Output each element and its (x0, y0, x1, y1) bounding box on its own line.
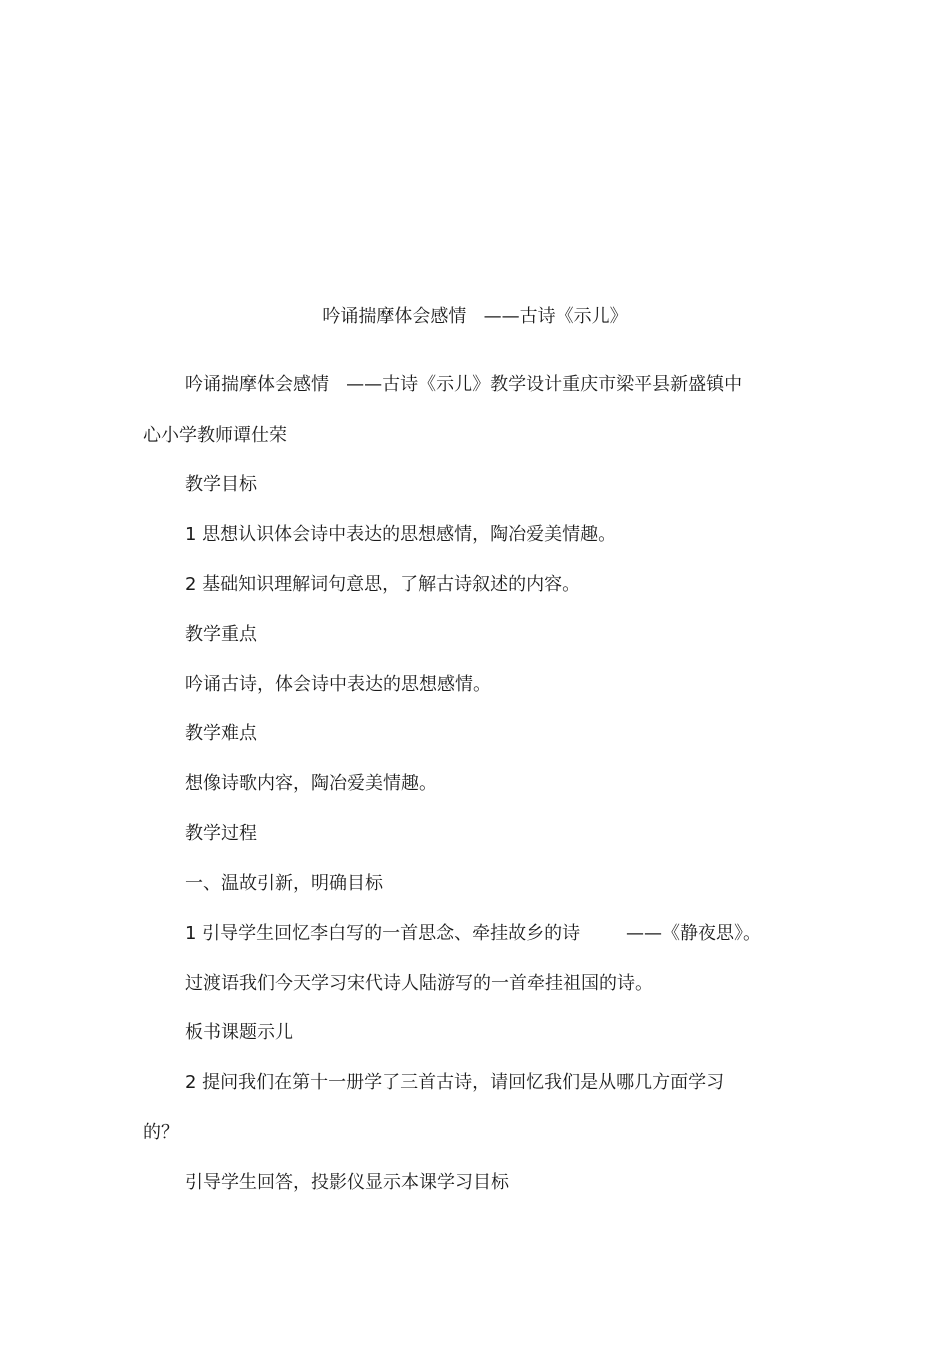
body-line: 心小学教师谭仕荣 (143, 425, 287, 446)
document-title: 吟诵揣摩体会感情 ——古诗《示儿》 (322, 306, 628, 327)
body-line: 2 基础知识理解词句意思，了解古诗叙述的内容。 (185, 574, 581, 595)
body-line: 2 提问我们在第十一册学了三首古诗，请回忆我们是从哪几方面学习 (185, 1072, 725, 1093)
body-line: 1 引导学生回忆李白写的一首思念、牵挂故乡的诗 ——《静夜思》。 (185, 923, 761, 944)
section-heading: 教学难点 (185, 723, 257, 744)
section-heading: 教学目标 (185, 474, 257, 495)
body-line: 板书课题示儿 (185, 1022, 293, 1043)
body-line: 过渡语我们今天学习宋代诗人陆游写的一首牵挂祖国的诗。 (185, 973, 653, 994)
section-heading: 教学过程 (185, 823, 257, 844)
body-line: 吟诵揣摩体会感情 ——古诗《示儿》教学设计重庆市梁平县新盛镇中 (185, 374, 743, 395)
body-line: 吟诵古诗，体会诗中表达的思想感情。 (185, 674, 491, 695)
body-line: 的？ (143, 1122, 179, 1143)
body-line: 1 思想认识体会诗中表达的思想感情，陶冶爱美情趣。 (185, 524, 617, 545)
body-line: 想像诗歌内容，陶冶爱美情趣。 (185, 773, 437, 794)
body-line: 引导学生回答，投影仪显示本课学习目标 (185, 1172, 509, 1193)
section-heading: 教学重点 (185, 624, 257, 645)
body-line: 一、温故引新，明确目标 (185, 873, 383, 894)
